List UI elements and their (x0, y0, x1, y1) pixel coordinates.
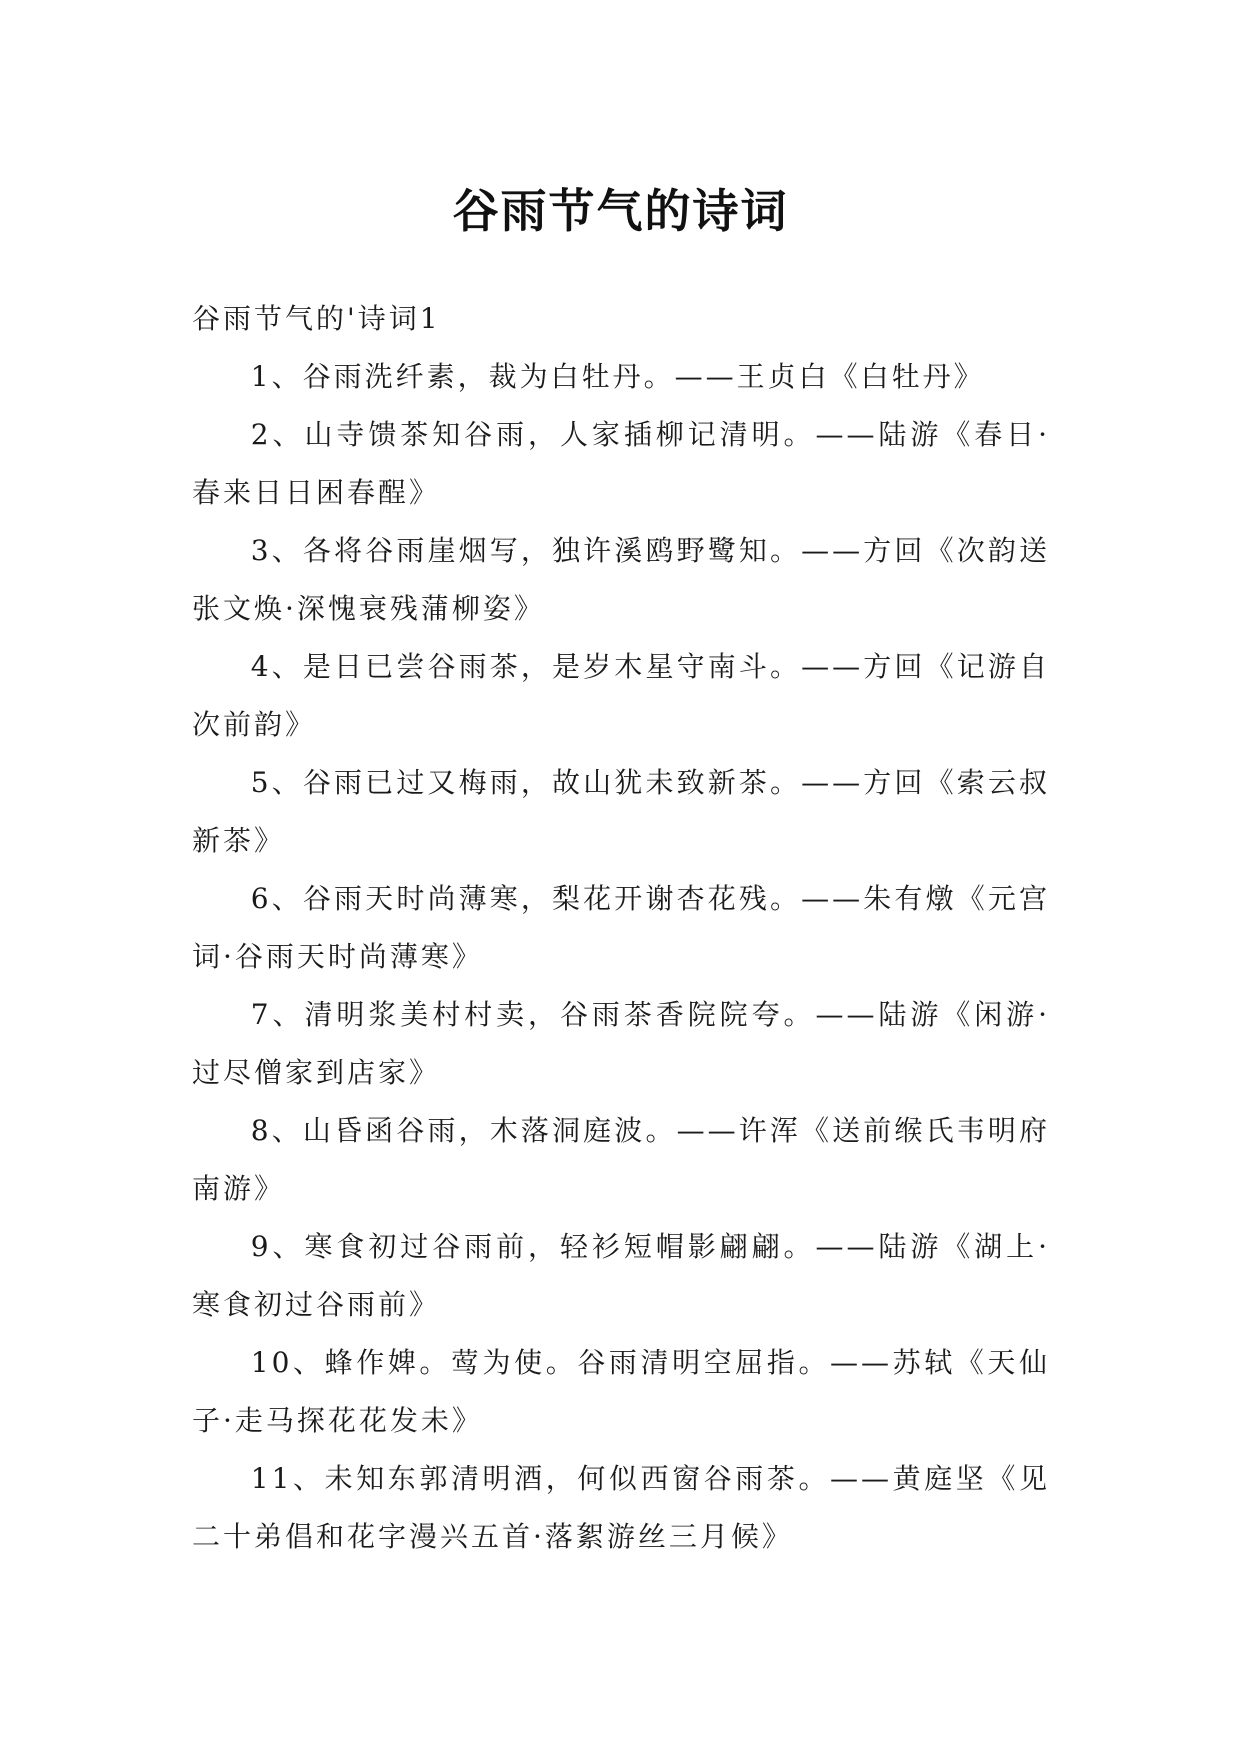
poem-line-3: 3、各将谷雨崖烟写，独许溪鸥野鹭知。——方回《次韵送张文焕·深愧衰残蒲柳姿》 (192, 534, 1050, 625)
poem-line-11: 11、未知东郭清明酒，何似西窗谷雨茶。——黄庭坚《见二十弟倡和花字漫兴五首·落絮游丝三月候》 (192, 1462, 1050, 1553)
poem-list (192, 348, 1050, 1566)
poem-line-2: 2、山寺馈茶知谷雨，人家插柳记清明。——陆游《春日·春来日日困春酲》 (192, 418, 1050, 509)
poem-line-1: 1、谷雨洗纤素，裁为白牡丹。——王贞白《白牡丹》 (250, 360, 985, 393)
poem-line-8: 8、山昏函谷雨，木落洞庭波。——许浑《送前缑氏韦明府南游》 (192, 1114, 1050, 1205)
section-heading: 谷雨节气的'诗词1 (192, 302, 441, 335)
document-body (192, 290, 1050, 1566)
poem-line-10: 10、蜂作婢。莺为使。谷雨清明空屈指。——苏轼《天仙子·走马探花花发未》 (192, 1346, 1050, 1437)
poem-line-6: 6、谷雨天时尚薄寒，梨花开谢杏花残。——朱有燉《元宫词·谷雨天时尚薄寒》 (192, 882, 1050, 973)
poem-line-7: 7、清明浆美村村卖，谷雨茶香院院夸。——陆游《闲游·过尽僧家到店家》 (192, 998, 1050, 1089)
poem-line-5: 5、谷雨已过又梅雨，故山犹未致新茶。——方回《索云叔新茶》 (192, 766, 1050, 857)
document-title: 谷雨节气的诗词 (452, 183, 789, 238)
poem-line-4: 4、是日已尝谷雨茶，是岁木星守南斗。——方回《记游自次前韵》 (192, 650, 1050, 741)
poem-line-9: 9、寒食初过谷雨前，轻衫短帽影翩翩。——陆游《湖上·寒食初过谷雨前》 (192, 1230, 1050, 1321)
